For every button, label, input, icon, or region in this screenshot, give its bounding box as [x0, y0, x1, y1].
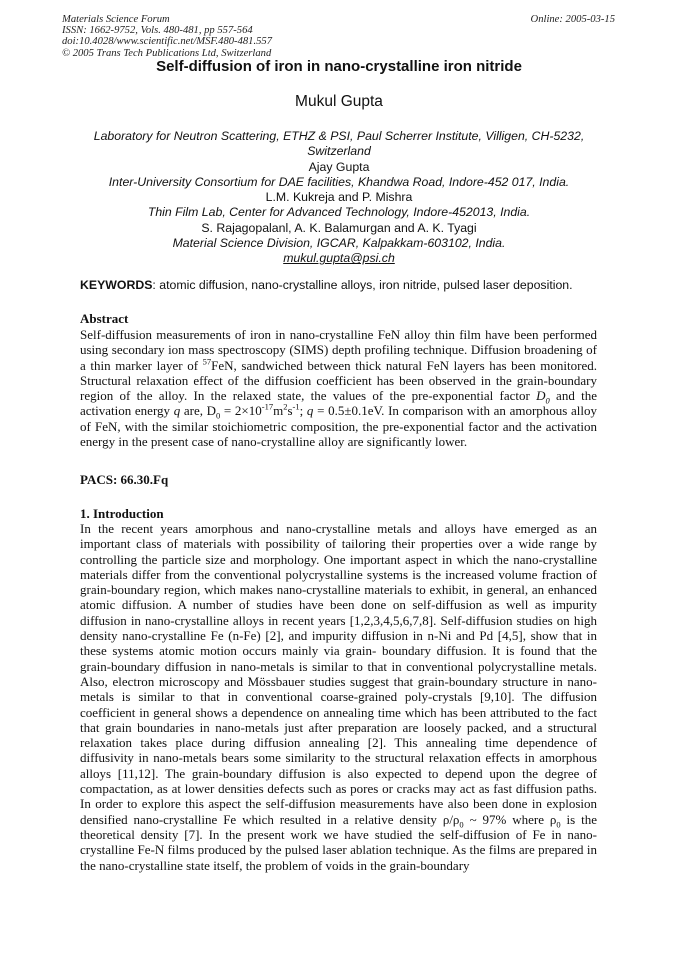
affiliation-4: Material Science Division, IGCAR, Kalpakkam-603102, India.	[172, 236, 506, 251]
affiliation-1: Laboratory for Neutron Scattering, ETHZ & PSI, Paul Scherrer Institute, Villigen, CH-5232, Switzerland	[93, 129, 585, 159]
issn-line: ISSN: 1662-9752, Vols. 480-481, pp 557-564	[62, 25, 253, 37]
journal-name: Materials Science Forum	[62, 14, 170, 25]
pacs-line: PACS: 66.30.Fq	[80, 472, 169, 487]
introduction-heading: 1. Introduction	[80, 506, 164, 521]
journal-header	[62, 14, 272, 59]
keywords-text: : atomic diffusion, nano-crystalline alloys, iron nitride, pulsed laser deposition.	[152, 278, 573, 292]
abstract-heading: Abstract	[80, 311, 129, 326]
paper-title: Self-diffusion of iron in nano-crystalline iron nitride	[156, 58, 522, 75]
keywords-line	[80, 278, 600, 292]
author-2: Ajay Gupta	[308, 159, 370, 174]
author-3: L.M. Kukreja and P. Mishra	[265, 190, 413, 205]
email-link[interactable]: mukul.gupta@psi.ch	[283, 251, 395, 266]
affiliation-2: Inter-University Consortium for DAE facilities, Khandwa Road, Indore-452 017, India.	[108, 174, 570, 189]
online-date: Online: 2005-03-15	[530, 14, 615, 25]
affiliation-3: Thin Film Lab, Center for Advanced Technology, Indore-452013, India.	[147, 205, 531, 220]
author-4: S. Rajagopalanl, A. K. Balamurgan and A. K. Tyagi	[201, 220, 477, 235]
doi-line: doi:10.4028/www.scientific.net/MSF.480-481.557	[62, 36, 272, 48]
main-author: Mukul Gupta	[295, 93, 383, 110]
introduction-body: In the recent years amorphous and nano-crystalline metals and alloys have emerged as an important class of materials with possibility of tailoring their properties over a wide range by controlling the particle size and morphology. One important aspect in which the nano-crystalline materials differ from the conventional polycrystalline systems is the increased volume fraction of grain-boundary region, which makes nano-crystalline materials to exhibit, in general, an enhanced atomic diffusion. A number of studies have been done on self-diffusion as well as impurity diffusion in nano-crystalline alloys in recent years [1,2,3,4,5,6,7,8]. Self-diffusion studies on high density nano-crystalline Fe (n-Fe) [2], and impurity diffusion in n-Ni and Pd [4,5], show that in these systems atomic motion occurs mainly via grain- boundary diffusion. It is found that the grain-boundary diffusion in nano-metals is similar to that in conventional polycrystalline metals. Also, electron microscopy and Mössbauer studies suggest that grain-boundary structure in nano-metals is similar to that in conventional coarse-grained poly-crystals [9,10]. The diffusion coefficient in general shows a dependence on annealing time which has been attributed to the fact that grain boundaries in nano-metals just after preparation are loosely packed, and a structural relaxation takes place during diffusion annealing [2]. This annealing time dependence of diffusivity in nano-metals bears some similarity to the structural relaxation effects in amorphous alloys [11,12]. The grain-boundary diffusion is also expected to depend upon the degree of compactation, as at lower densities defects such as pores or cracks may act as fast diffusion paths. In order to explore this aspect the self-diffusion measurements have also been done in explosion densified nano-crystalline Fe which resulted in a relative density $\rho/\rho_0$ ~ 97% where $\rho_0$ is the theoretical density [7]. In the present work we have studied the self-diffusion of Fe in nano-crystalline Fe-N films produced by the pulsed laser ablation technique. As the films are prepared in the nano-crystalline state itself, the problem of voids in the grain-boundary	[80, 521, 597, 873]
abstract-body: Self-diffusion measurements of iron in nano-crystalline FeN alloy thin film have been performed using secondary ion mass spectroscopy (SIMS) depth profiling technique. Diffusion broadening of a thin marker layer of $^{57}$FeN, sandwiched between thick natural FeN layers has been monitored. Structural relaxation effect of the diffusion coefficient has been observed in the grain-boundary region of the alloy. In the relaxed state, the values of the pre-exponential factor $D_0$ and the activation energy q are, $D_0 = 2\times 10^{-17}m^2s^{-1}$; q = 0.5±0.1eV. In comparison with an amorphous alloy of FeN, with the similar stoichiometric composition, the pre-exponential factor and the activation energy in the present case of nano-crystalline alloy are significantly lower.	[80, 327, 597, 450]
keywords-label: KEYWORDS	[80, 278, 153, 292]
affiliations	[80, 129, 598, 267]
copyright-line: © 2005 Trans Tech Publications Ltd, Switzerland	[62, 47, 272, 59]
